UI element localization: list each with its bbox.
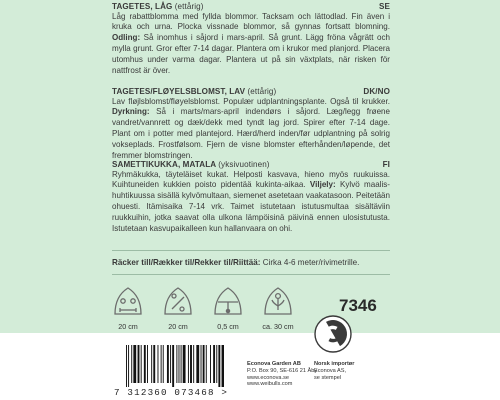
barcode-bar (179, 345, 180, 383)
sowing-depth-icon (215, 288, 241, 314)
section-fi (112, 160, 390, 235)
coverage-line (112, 258, 359, 267)
section-title: TAGETES/FLØYELSBLOMST, LAV (112, 87, 246, 96)
section-header (112, 160, 390, 169)
section-header (112, 87, 390, 96)
barcode-bar (222, 345, 224, 387)
section-note: (yksivuotinen) (218, 160, 270, 169)
barcode-bar (151, 345, 152, 383)
barcode-bar (206, 345, 207, 383)
cultivation-icons (112, 282, 302, 354)
barcode-bar (128, 345, 129, 387)
cultivation-text: Så i marts/mars-april indendørs i såjord. Læg/legg frøene vandret/vannrett og dæk/dekk med tyndt lag jord. Spirer efter 7-14 dage. Plant om i potter med plantejord. Hærd/herd inden/før udplantning på solrig vokseplads. Frostfølsom. Fjern de visne blomster efterhånden/løpende, det fremmer blomstringen. (112, 107, 390, 161)
section-header (112, 2, 390, 11)
company-name: Econova Garden AB (247, 361, 301, 367)
language-code: DK/NO (363, 87, 390, 96)
section-se (112, 2, 390, 77)
barcode-bar (183, 345, 186, 383)
barcode-bar (153, 345, 155, 383)
section-title: TAGETES, LÅG (112, 2, 173, 11)
barcode-bar (193, 345, 194, 383)
importer-title: Norsk importør (314, 361, 355, 367)
barcode-bar (131, 345, 132, 383)
plant-height-label: ca. 30 cm (262, 322, 294, 331)
sowing-depth-label: 0,5 cm (217, 322, 239, 331)
plant-height-icon (265, 288, 291, 314)
barcode-bar (210, 345, 211, 383)
barcode-bar (144, 345, 146, 383)
intro-text: Lav fløjlsblomst/fløyelsblomst. Populær udplantningsplante. Også til krukker. (112, 96, 390, 106)
article-number: 7346 (339, 296, 377, 315)
barcode-bar (133, 345, 136, 383)
barcode-bar (163, 345, 164, 383)
importer-note: se stempel (314, 374, 342, 381)
barcode-bar (147, 345, 148, 383)
cultivation-text: Så inomhus i såjord i mars-april. Så grunt. Lägg fröna vågrätt och mylla grunt. Gror efter 7-14 dagar. Plantera om i krukor med planjord. Placera utomhus under varma dagar. Plantera ut på sin växtplats, när risken för nattfrost är över. (112, 33, 390, 76)
intro-text: Låg rabattblomma med fyllda blommor. Tacksam och lättodlad. Fin även i kruka och urna. Plocka vissnade blommor, så gynnas fortsatt blomning. (112, 11, 390, 32)
cultivation-text: Kylvö maalis-huhtikuussa sisällä kylvömultaan, siemenet asetetaan vaakatasoon. Peitetään ohuesti. Itämisaika 7-14 vrk. Taimet istutetaan istutusmultaa sisältäviin ruukkuihin, jotka saavat olla ulkona lämpöisinä päivinä ennen ulosistutusta. Istutetaan kasvupaikalleen kun hallanvaara on ohi. (112, 180, 390, 234)
cultivation-lead: Dyrkning: (112, 107, 150, 117)
barcode-bar (161, 345, 162, 383)
barcode-bar (176, 345, 177, 383)
language-code: FI (382, 160, 390, 169)
section-body (112, 97, 390, 162)
company-info-right (314, 361, 354, 381)
barcode-bar (170, 345, 171, 383)
barcode-bar (158, 345, 159, 383)
row-spacing-icon (165, 288, 191, 314)
coverage-lead: Räcker till/Rækker til/Rekker til/Riittää: (112, 258, 261, 267)
barcode-bar (188, 345, 189, 383)
company-website: www.econova.se (247, 374, 289, 381)
barcode-bar (203, 345, 205, 383)
section-note: (ettårig) (247, 87, 277, 96)
plant-spacing-label: 20 cm (118, 322, 138, 331)
divider (112, 250, 390, 251)
divider (112, 274, 390, 275)
barcode-bar (126, 345, 127, 387)
barcode-bar (201, 345, 202, 383)
section-note: (ettårig) (174, 2, 204, 11)
company-info-left (247, 361, 317, 388)
cultivation-lead: Odling: (112, 33, 141, 43)
plant-spacing-icon (115, 288, 141, 314)
language-code: SE (379, 2, 390, 11)
section-dk-no (112, 87, 390, 162)
company-address: P.O. Box 90, SE-616 21 Åby (247, 367, 318, 374)
barcode-bar (218, 345, 220, 387)
section-body (112, 12, 390, 77)
coverage-text: Cirka 4-6 meter/rivimetrille. (262, 258, 360, 267)
barcode-bar (213, 345, 215, 383)
barcode-bar (167, 345, 169, 383)
barcode-bar (216, 345, 217, 383)
barcode-digits: 7 312360 073468 > (114, 387, 229, 398)
recycling-green-dot-icon (313, 314, 353, 354)
company-website: www.weibulls.com (247, 381, 293, 388)
cultivation-lead: Viljely: (309, 180, 336, 190)
barcode-bar (190, 345, 192, 383)
barcode-bar (196, 345, 199, 383)
importer-name: Econova AS, (314, 367, 347, 374)
barcode-bar (172, 345, 174, 387)
intro-text: Ryhmäkukka, täyteläiset kukat. Helposti kasvava, hieno myös ruukuissa. Kuihtuneiden kukkien poisto pidentää kukinta-aikaa. (112, 169, 390, 190)
row-spacing-label: 20 cm (168, 322, 188, 331)
barcode-bar (181, 345, 182, 383)
barcode (126, 345, 224, 387)
barcode-bar (138, 345, 140, 383)
section-body (112, 170, 390, 235)
barcode-bar (141, 345, 142, 383)
section-title: SAMETTIKUKKA, MATALA (112, 160, 216, 169)
